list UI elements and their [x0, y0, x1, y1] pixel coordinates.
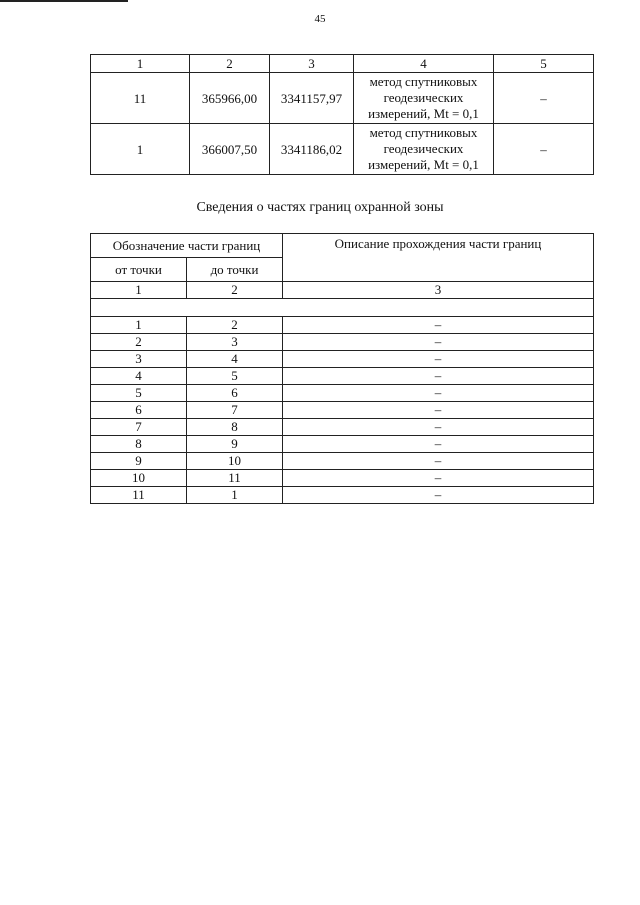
description-cell: –	[283, 351, 594, 368]
description-cell: –	[283, 317, 594, 334]
description-cell: –	[283, 436, 594, 453]
from-point-cell: 6	[91, 402, 187, 419]
table-row	[91, 73, 594, 124]
parts-table-body	[91, 317, 594, 504]
method-line: измерений, Mt = 0,1	[368, 157, 479, 172]
from-point-cell: 4	[91, 368, 187, 385]
coordinates-column-number-row	[91, 55, 594, 73]
parts-column-number-row	[91, 282, 594, 299]
description-cell: –	[283, 402, 594, 419]
corner-rule-line	[0, 0, 128, 2]
to-point-cell: 2	[187, 317, 283, 334]
from-point-cell: 11	[91, 487, 187, 504]
table-row	[91, 470, 594, 487]
x-coordinate-cell: 365966,00	[190, 73, 270, 124]
to-point-cell: 3	[187, 334, 283, 351]
to-point-cell: 5	[187, 368, 283, 385]
method-cell	[354, 124, 494, 175]
column-number-cell: 2	[190, 55, 270, 73]
description-cell: –	[283, 453, 594, 470]
section-title: Сведения о частях границ охранной зоны	[196, 200, 444, 215]
from-point-cell: 10	[91, 470, 187, 487]
column-number-cell: 4	[354, 55, 494, 73]
from-point-cell: 3	[91, 351, 187, 368]
page-number: 45	[314, 13, 326, 25]
method-line: метод спутниковых	[369, 125, 478, 140]
to-point-cell: 8	[187, 419, 283, 436]
boundary-parts-table	[90, 233, 594, 504]
description-header: Описание прохождения части границ	[283, 234, 594, 282]
table-row	[91, 419, 594, 436]
method-line: геодезических	[383, 90, 464, 105]
table-row	[91, 402, 594, 419]
table-row	[91, 124, 594, 175]
table-row	[91, 334, 594, 351]
to-point-cell: 1	[187, 487, 283, 504]
note-cell: –	[494, 73, 594, 124]
table-row	[91, 453, 594, 470]
to-point-cell: 7	[187, 402, 283, 419]
table-row	[91, 487, 594, 504]
column-number-cell: 1	[91, 282, 187, 299]
method-line: метод спутниковых	[369, 74, 478, 89]
to-point-cell: 10	[187, 453, 283, 470]
y-coordinate-cell: 3341157,97	[270, 73, 354, 124]
column-number-cell: 1	[91, 55, 190, 73]
table-row	[91, 317, 594, 334]
note-cell: –	[494, 124, 594, 175]
method-line: измерений, Mt = 0,1	[368, 106, 479, 121]
column-number-cell: 3	[283, 282, 594, 299]
description-cell: –	[283, 419, 594, 436]
coordinates-table	[90, 54, 594, 175]
to-point-cell: 6	[187, 385, 283, 402]
description-cell: –	[283, 470, 594, 487]
parts-header-row	[91, 234, 594, 258]
table-row	[91, 385, 594, 402]
to-point-cell: 9	[187, 436, 283, 453]
column-number-cell: 2	[187, 282, 283, 299]
blank-cell	[91, 299, 594, 317]
from-point-cell: 7	[91, 419, 187, 436]
description-cell: –	[283, 368, 594, 385]
point-cell: 11	[91, 73, 190, 124]
table-row	[91, 368, 594, 385]
table-row	[91, 351, 594, 368]
point-cell: 1	[91, 124, 190, 175]
from-point-cell: 1	[91, 317, 187, 334]
designation-header: Обозначение части границ	[91, 234, 283, 258]
to-point-header: до точки	[187, 258, 283, 282]
from-point-header: от точки	[91, 258, 187, 282]
from-point-cell: 5	[91, 385, 187, 402]
method-line: геодезических	[383, 141, 464, 156]
column-number-cell: 5	[494, 55, 594, 73]
description-cell: –	[283, 334, 594, 351]
from-point-cell: 8	[91, 436, 187, 453]
column-number-cell: 3	[270, 55, 354, 73]
table-row	[91, 436, 594, 453]
method-cell	[354, 73, 494, 124]
blank-row	[91, 299, 594, 317]
description-cell: –	[283, 487, 594, 504]
x-coordinate-cell: 366007,50	[190, 124, 270, 175]
y-coordinate-cell: 3341186,02	[270, 124, 354, 175]
from-point-cell: 9	[91, 453, 187, 470]
description-cell: –	[283, 385, 594, 402]
to-point-cell: 4	[187, 351, 283, 368]
from-point-cell: 2	[91, 334, 187, 351]
to-point-cell: 11	[187, 470, 283, 487]
